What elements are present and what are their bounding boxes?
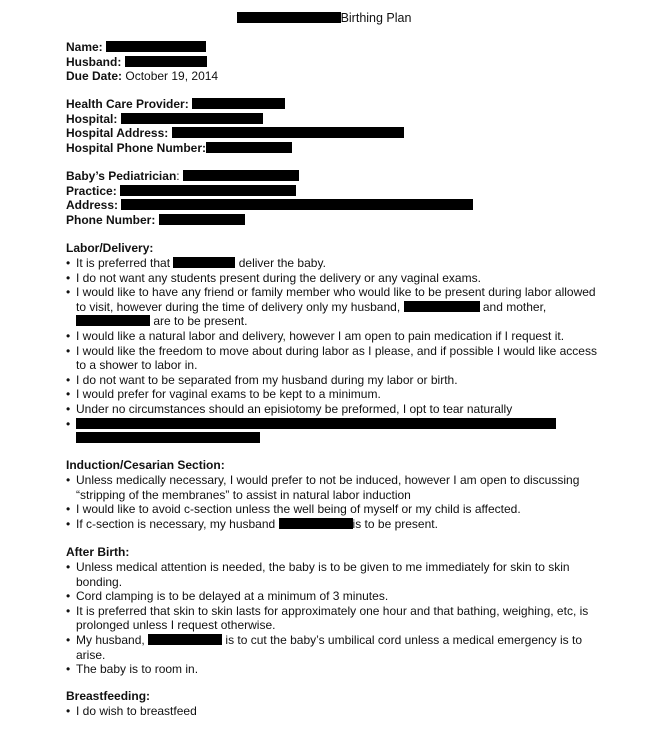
labor-delivery-section <box>66 241 606 446</box>
section-title: After Birth: <box>66 545 130 559</box>
after-birth-list <box>66 560 606 677</box>
list-item: • Cord clamping is to be delayed at a minimum of 3 minutes. <box>66 589 606 604</box>
provider-line <box>66 97 606 112</box>
redaction-bar <box>76 315 150 326</box>
due-date-value: October 19, 2014 <box>125 69 219 84</box>
redaction-bar <box>76 432 260 443</box>
list-item: • If c-section is necessary, my husband is to be present. <box>66 517 606 532</box>
redaction-bar <box>106 41 206 52</box>
list-item: • I would like to have any friend or family member who would like to be present during labor allowed to visit, however during the time of delivery only my husband, and mother, are to be present. <box>66 285 606 329</box>
hospital-line <box>66 112 606 127</box>
redaction-bar <box>279 518 353 529</box>
hospital-phone-label: Hospital Phone Number: <box>66 140 207 155</box>
hospital-info <box>66 97 606 155</box>
breastfeeding-section <box>66 689 606 719</box>
list-item: • I would like to avoid c-section unless the well being of myself or my child is affected. <box>66 502 606 517</box>
list-item: • I do not want to be separated from my husband during my labor or birth. <box>66 373 606 388</box>
list-item: • Unless medical attention is needed, the baby is to be given to me immediately for skin to skin bonding. <box>66 560 606 589</box>
husband-label: Husband: <box>66 54 122 69</box>
list-item: • I would prefer for vaginal exams to be kept to a minimum. <box>66 387 606 402</box>
list-item: • Under no circumstances should an episiotomy be preformed, I opt to tear naturally <box>66 402 606 417</box>
redaction-bar <box>76 418 556 429</box>
redaction-bar <box>237 12 341 23</box>
list-item: • I do wish to breastfeed <box>66 704 606 719</box>
redaction-bar <box>120 185 296 196</box>
pediatrician-info <box>66 169 606 227</box>
list-item: • I would like the freedom to move about during labor as I please, and if possible I would like access to a shower to labor in. <box>66 344 606 373</box>
provider-label: Health Care Provider: <box>66 97 189 111</box>
labor-list <box>66 256 606 446</box>
redaction-bar <box>404 301 480 312</box>
list-item: • It is preferred that deliver the baby. <box>66 256 606 271</box>
hospital-phone-line <box>66 141 606 156</box>
after-birth-section <box>66 545 606 677</box>
practice-label: Practice: <box>66 183 117 198</box>
redaction-bar <box>121 113 263 124</box>
list-item: • I would like a natural labor and delivery, however I am open to pain medication if I request it. <box>66 329 606 344</box>
personal-info <box>66 40 606 84</box>
due-date-label: Due Date: <box>66 69 123 84</box>
due-date-line <box>66 69 606 84</box>
list-item: • It is preferred that skin to skin lasts for approximately one hour and that bathing, weighing, etc, is prolonged unless I request otherwise. <box>66 604 606 633</box>
redaction-bar <box>148 634 222 645</box>
pediatrician-line: Baby’s Pediatrician: <box>66 169 606 184</box>
redaction-bar <box>172 127 404 138</box>
pediatrician-label: Baby’s Pediatrician <box>66 169 177 183</box>
document-title <box>0 11 648 25</box>
hospital-address-label: Hospital Address: <box>66 126 169 141</box>
induction-section <box>66 458 606 531</box>
name-label: Name: <box>66 40 103 54</box>
redaction-bar <box>125 56 207 67</box>
husband-line <box>66 55 606 70</box>
section-title: Labor/Delivery: <box>66 241 154 255</box>
address-label: Address: <box>66 198 119 213</box>
list-item: • I do not want any students present during the delivery or any vaginal exams. <box>66 271 606 286</box>
list-item: • The baby is to room in. <box>66 662 606 677</box>
section-title: Breastfeeding: <box>66 689 151 703</box>
redaction-bar <box>121 199 473 210</box>
redaction-bar <box>192 98 285 109</box>
section-title: Induction/Cesarian Section: <box>66 458 225 472</box>
breastfeeding-list <box>66 704 606 719</box>
list-item: • Unless medically necessary, I would prefer to not be induced, however I am open to discussing “stripping of the membranes” to assist in natural labor induction <box>66 473 606 502</box>
address-line <box>66 198 606 213</box>
induction-list <box>66 473 606 531</box>
phone-line <box>66 213 606 228</box>
list-item: • My husband, is to cut the baby’s umbilical cord unless a medical emergency is to arise. <box>66 633 606 662</box>
redaction-bar <box>173 257 235 268</box>
title-text: Birthing Plan <box>340 11 412 25</box>
redaction-bar <box>206 142 292 153</box>
list-item-redacted <box>66 417 606 446</box>
practice-line <box>66 184 606 199</box>
name-line <box>66 40 606 55</box>
redaction-bar <box>159 214 245 225</box>
hospital-label: Hospital: <box>66 111 118 126</box>
redaction-bar <box>183 170 299 181</box>
phone-label: Phone Number: <box>66 212 156 227</box>
hospital-address-line <box>66 126 606 141</box>
